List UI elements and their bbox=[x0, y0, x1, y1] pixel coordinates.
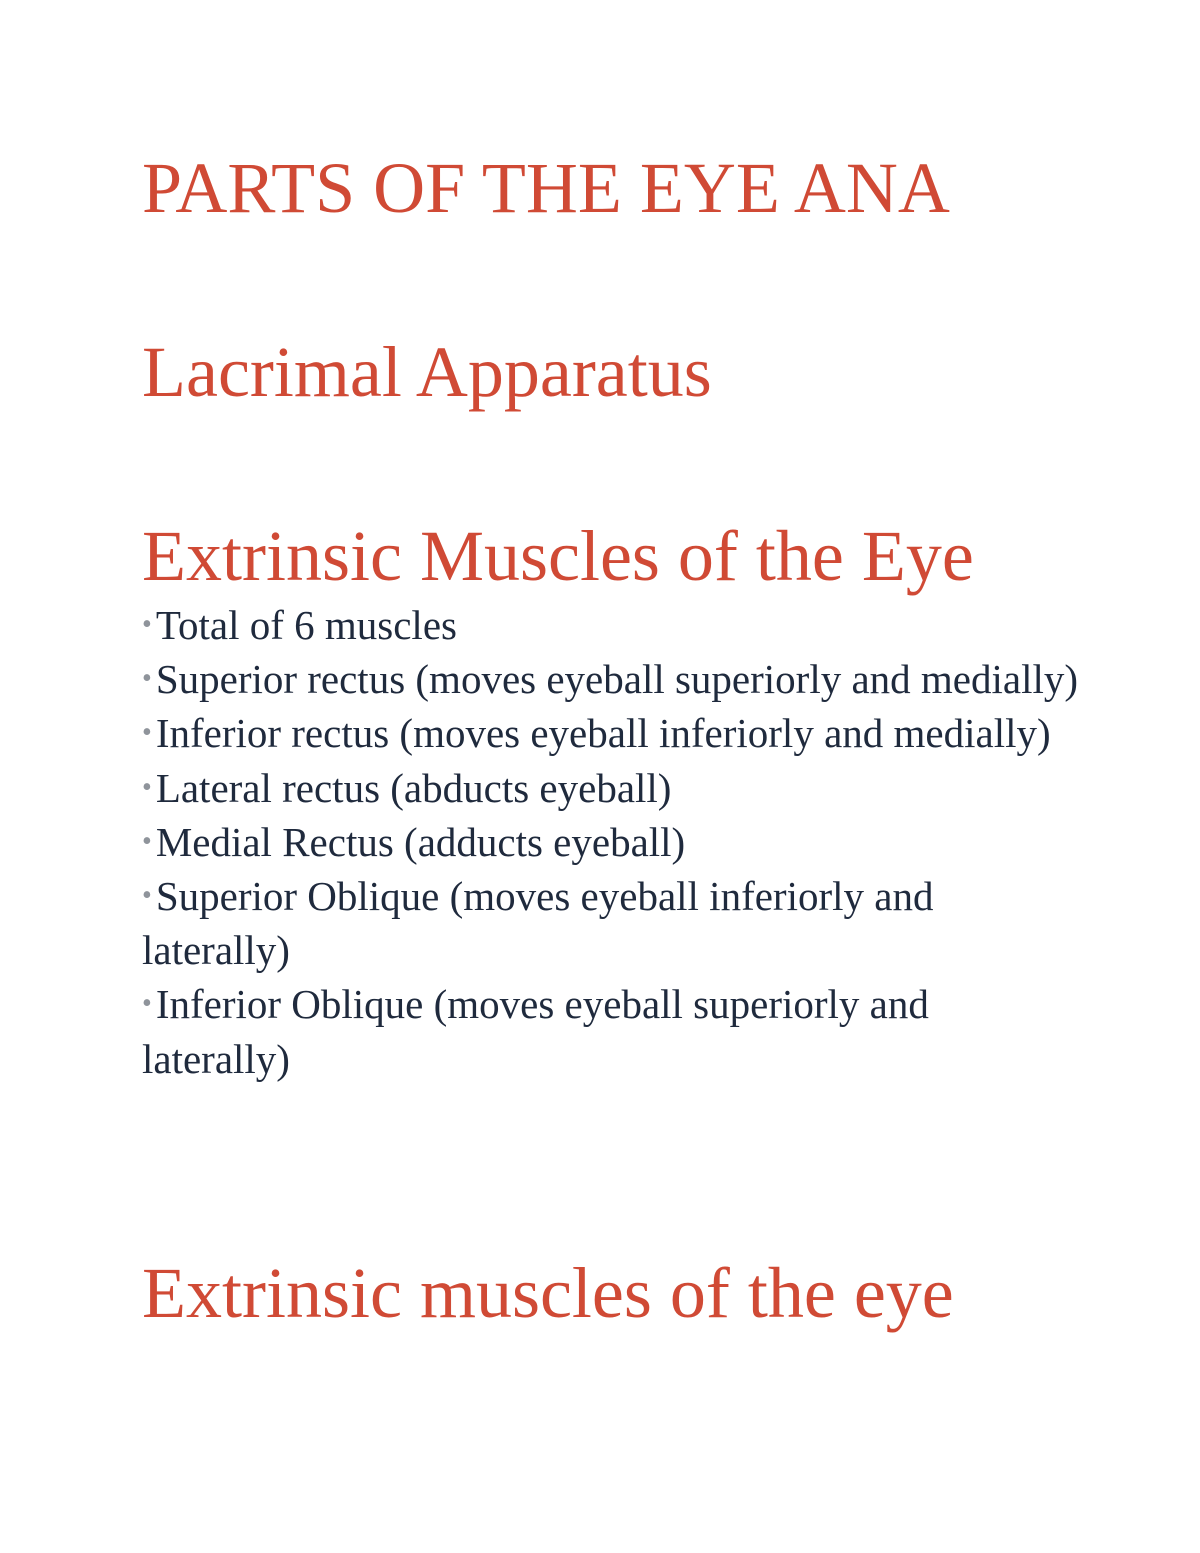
list-item-text: Superior rectus (moves eyeball superiorly and medially) bbox=[155, 656, 1079, 703]
list-item bbox=[142, 652, 1082, 706]
bullet-icon: • bbox=[142, 825, 152, 857]
bullet-icon: • bbox=[142, 771, 152, 803]
heading-extrinsic-muscles: Extrinsic Muscles of the Eye bbox=[142, 516, 974, 596]
heading-lacrimal-apparatus: Lacrimal Apparatus bbox=[142, 332, 712, 412]
list-item-text: Superior Oblique (moves eyeball inferiorly and laterally) bbox=[142, 873, 934, 974]
list-item-text: Inferior rectus (moves eyeball inferiorly and medially) bbox=[155, 710, 1051, 757]
list-item-text: Total of 6 muscles bbox=[155, 602, 457, 648]
list-item-text: Medial Rectus (adducts eyeball) bbox=[155, 818, 686, 865]
list-item bbox=[142, 977, 1082, 1085]
bullet-icon: • bbox=[142, 988, 152, 1020]
bullet-icon: • bbox=[142, 609, 152, 640]
list-item-text: Inferior Oblique (moves eyeball superiorly and laterally) bbox=[142, 981, 929, 1082]
list-item bbox=[142, 598, 1082, 652]
page-title: PARTS OF THE EYE ANA bbox=[142, 148, 950, 228]
bullet-icon: • bbox=[142, 663, 152, 695]
list-item-text: Lateral rectus (abducts eyeball) bbox=[155, 764, 672, 811]
heading-extrinsic-muscles-2: Extrinsic muscles of the eye bbox=[142, 1253, 954, 1333]
list-item bbox=[142, 869, 1082, 977]
muscle-list bbox=[142, 598, 1082, 1086]
bullet-icon: • bbox=[142, 717, 152, 749]
list-item bbox=[142, 815, 1082, 869]
list-item bbox=[142, 706, 1082, 760]
bullet-icon: • bbox=[142, 880, 152, 912]
list-item bbox=[142, 761, 1082, 815]
